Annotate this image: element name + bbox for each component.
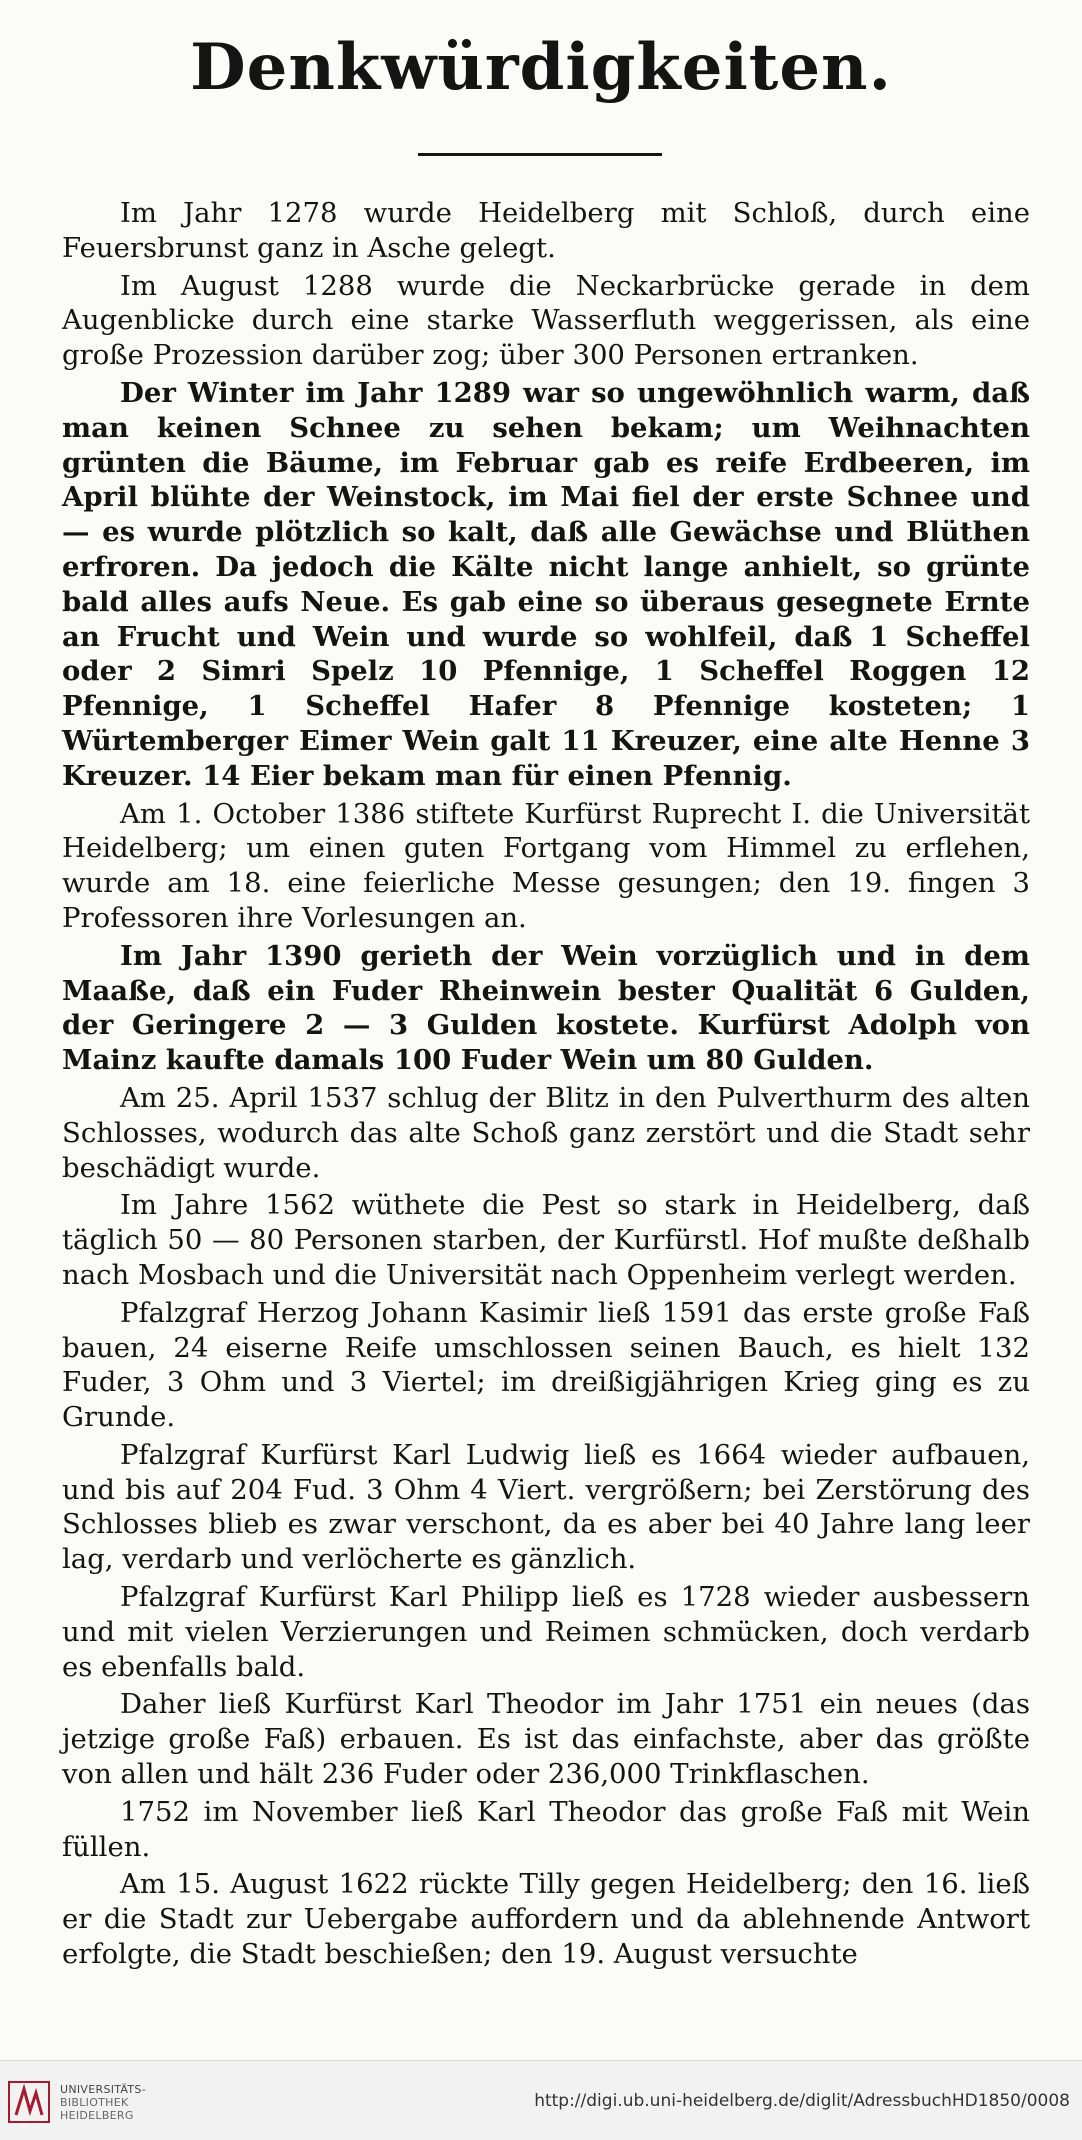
paragraph-11: Daher ließ Kurfürst Karl Theodor im Jahr 1751 ein neues (das jetzige große Faß) erbauen. Es ist das einfachste, aber das größte von allen und hält 236 Fuder oder 236,000 Trinkflaschen. [62,1688,1030,1791]
permalink-url[interactable]: http://digi.ub.uni-heidelberg.de/diglit/AdressbuchHD1850/0008 [534,2091,1070,2111]
viewer-footer [0,2060,1082,2140]
paragraph-8: Pfalzgraf Herzog Johann Kasimir ließ 1591 das erste große Faß bauen, 24 eiserne Reife umschlossen seinen Bauch, es hielt 132 Fuder, 3 Ohm und 3 Viertel; im dreißigjährigen Krieg ging es zu Grunde. [62,1296,1030,1434]
library-name-line-2: BIBLIOTHEK [60,2096,129,2109]
library-name-line-1: UNIVERSITÄTS- [60,2083,146,2096]
paragraph-6: Am 25. April 1537 schlug der Blitz in den Pulverthurm des alten Schlosses, wodurch das alte Schoß ganz zerstört und die Stadt sehr beschädigt wurde. [62,1081,1030,1184]
paragraph-3: Der Winter im Jahr 1289 war so ungewöhnlich warm, daß man keinen Schnee zu sehen bekam; um Weihnachten grünten die Bäume, im Februar gab es reife Erdbeeren, im April blühte der Weinstock, im Mai fiel der erste Schnee und — es wurde plötzlich so kalt, daß alle Gewächse und Blüthen erfroren. Da jedoch die Kälte nicht lange anhielt, so grünte bald alles aufs Neue. Es gab eine so überaus gesegnete Ernte an Frucht und Wein und wurde so wohlfeil, daß 1 Scheffel oder 2 Simri Spelz 10 Pfennige, 1 Scheffel Roggen 12 Pfennige, 1 Scheffel Hafer 8 Pfennige kosteten; 1 Würtemberger Eimer Wein galt 11 Kreuzer, eine alte Henne 3 Kreuzer. 14 Eier bekam man für einen Pfennig. [62,376,1030,792]
paragraph-9: Pfalzgraf Kurfürst Karl Ludwig ließ es 1664 wieder aufbauen, und bis auf 204 Fud. 3 Ohm 4 Viert. vergrößern; bei Zerstörung des Schlosses blieb es zwar verschont, da es aber bei 40 Jahre lang leer lag, verdarb und verlöcherte es gänzlich. [62,1438,1030,1576]
paragraph-7: Im Jahre 1562 wüthete die Pest so stark in Heidelberg, daß täglich 50 — 80 Personen starben, der Kurfürstl. Hof mußte deßhalb nach Mosbach und die Universität nach Oppenheim verlegt werden. [62,1189,1030,1291]
title-divider [418,153,662,156]
paragraph-12: 1752 im November ließ Karl Theodor das große Faß mit Wein füllen. [62,1795,1030,1863]
body-text [62,196,1030,1975]
paragraph-2: Im August 1288 wurde die Neckarbrücke gerade in dem Augenblicke durch eine starke Wasserfluth weggerissen, als eine große Prozession darüber zog; über 300 Personen ertranken. [62,269,1030,372]
library-name[interactable] [60,2083,146,2122]
paragraph-10: Pfalzgraf Kurfürst Karl Philipp ließ es 1728 wieder ausbessern und mit vielen Verzierungen und Reimen schmücken, doch verdarb es ebenfalls bald. [62,1581,1030,1683]
page-title: Denkwürdigkeiten. [190,30,892,105]
paragraph-5: Im Jahr 1390 gerieth der Wein vorzüglich und in dem Maaße, daß ein Fuder Rheinwein bester Qualität 6 Gulden, der Geringere 2 — 3 Gulden kostete. Kurfürst Adolph von Mainz kaufte damals 100 Fuder Wein um 80 Gulden. [62,939,1030,1077]
library-name-line-3: HEIDELBERG [60,2109,134,2122]
paragraph-1: Im Jahr 1278 wurde Heidelberg mit Schloß, durch eine Feuersbrunst ganz in Asche gelegt. [62,197,1030,264]
paragraph-4: Am 1. October 1386 stiftete Kurfürst Ruprecht I. die Universität Heidelberg; um einen guten Fortgang vom Himmel zu erflehen, wurde am 18. eine feierliche Messe gesungen; den 19. fingen 3 Professoren ihre Vorlesungen an. [62,797,1030,934]
ub-heidelberg-logo-icon[interactable] [8,2081,50,2123]
paragraph-13: Am 15. August 1622 rückte Tilly gegen Heidelberg; den 16. ließ er die Stadt zur Uebergabe auffordern und da ablehnende Antwort erfolgte, die Stadt beschießen; den 19. August versuchte [62,1868,1030,1971]
